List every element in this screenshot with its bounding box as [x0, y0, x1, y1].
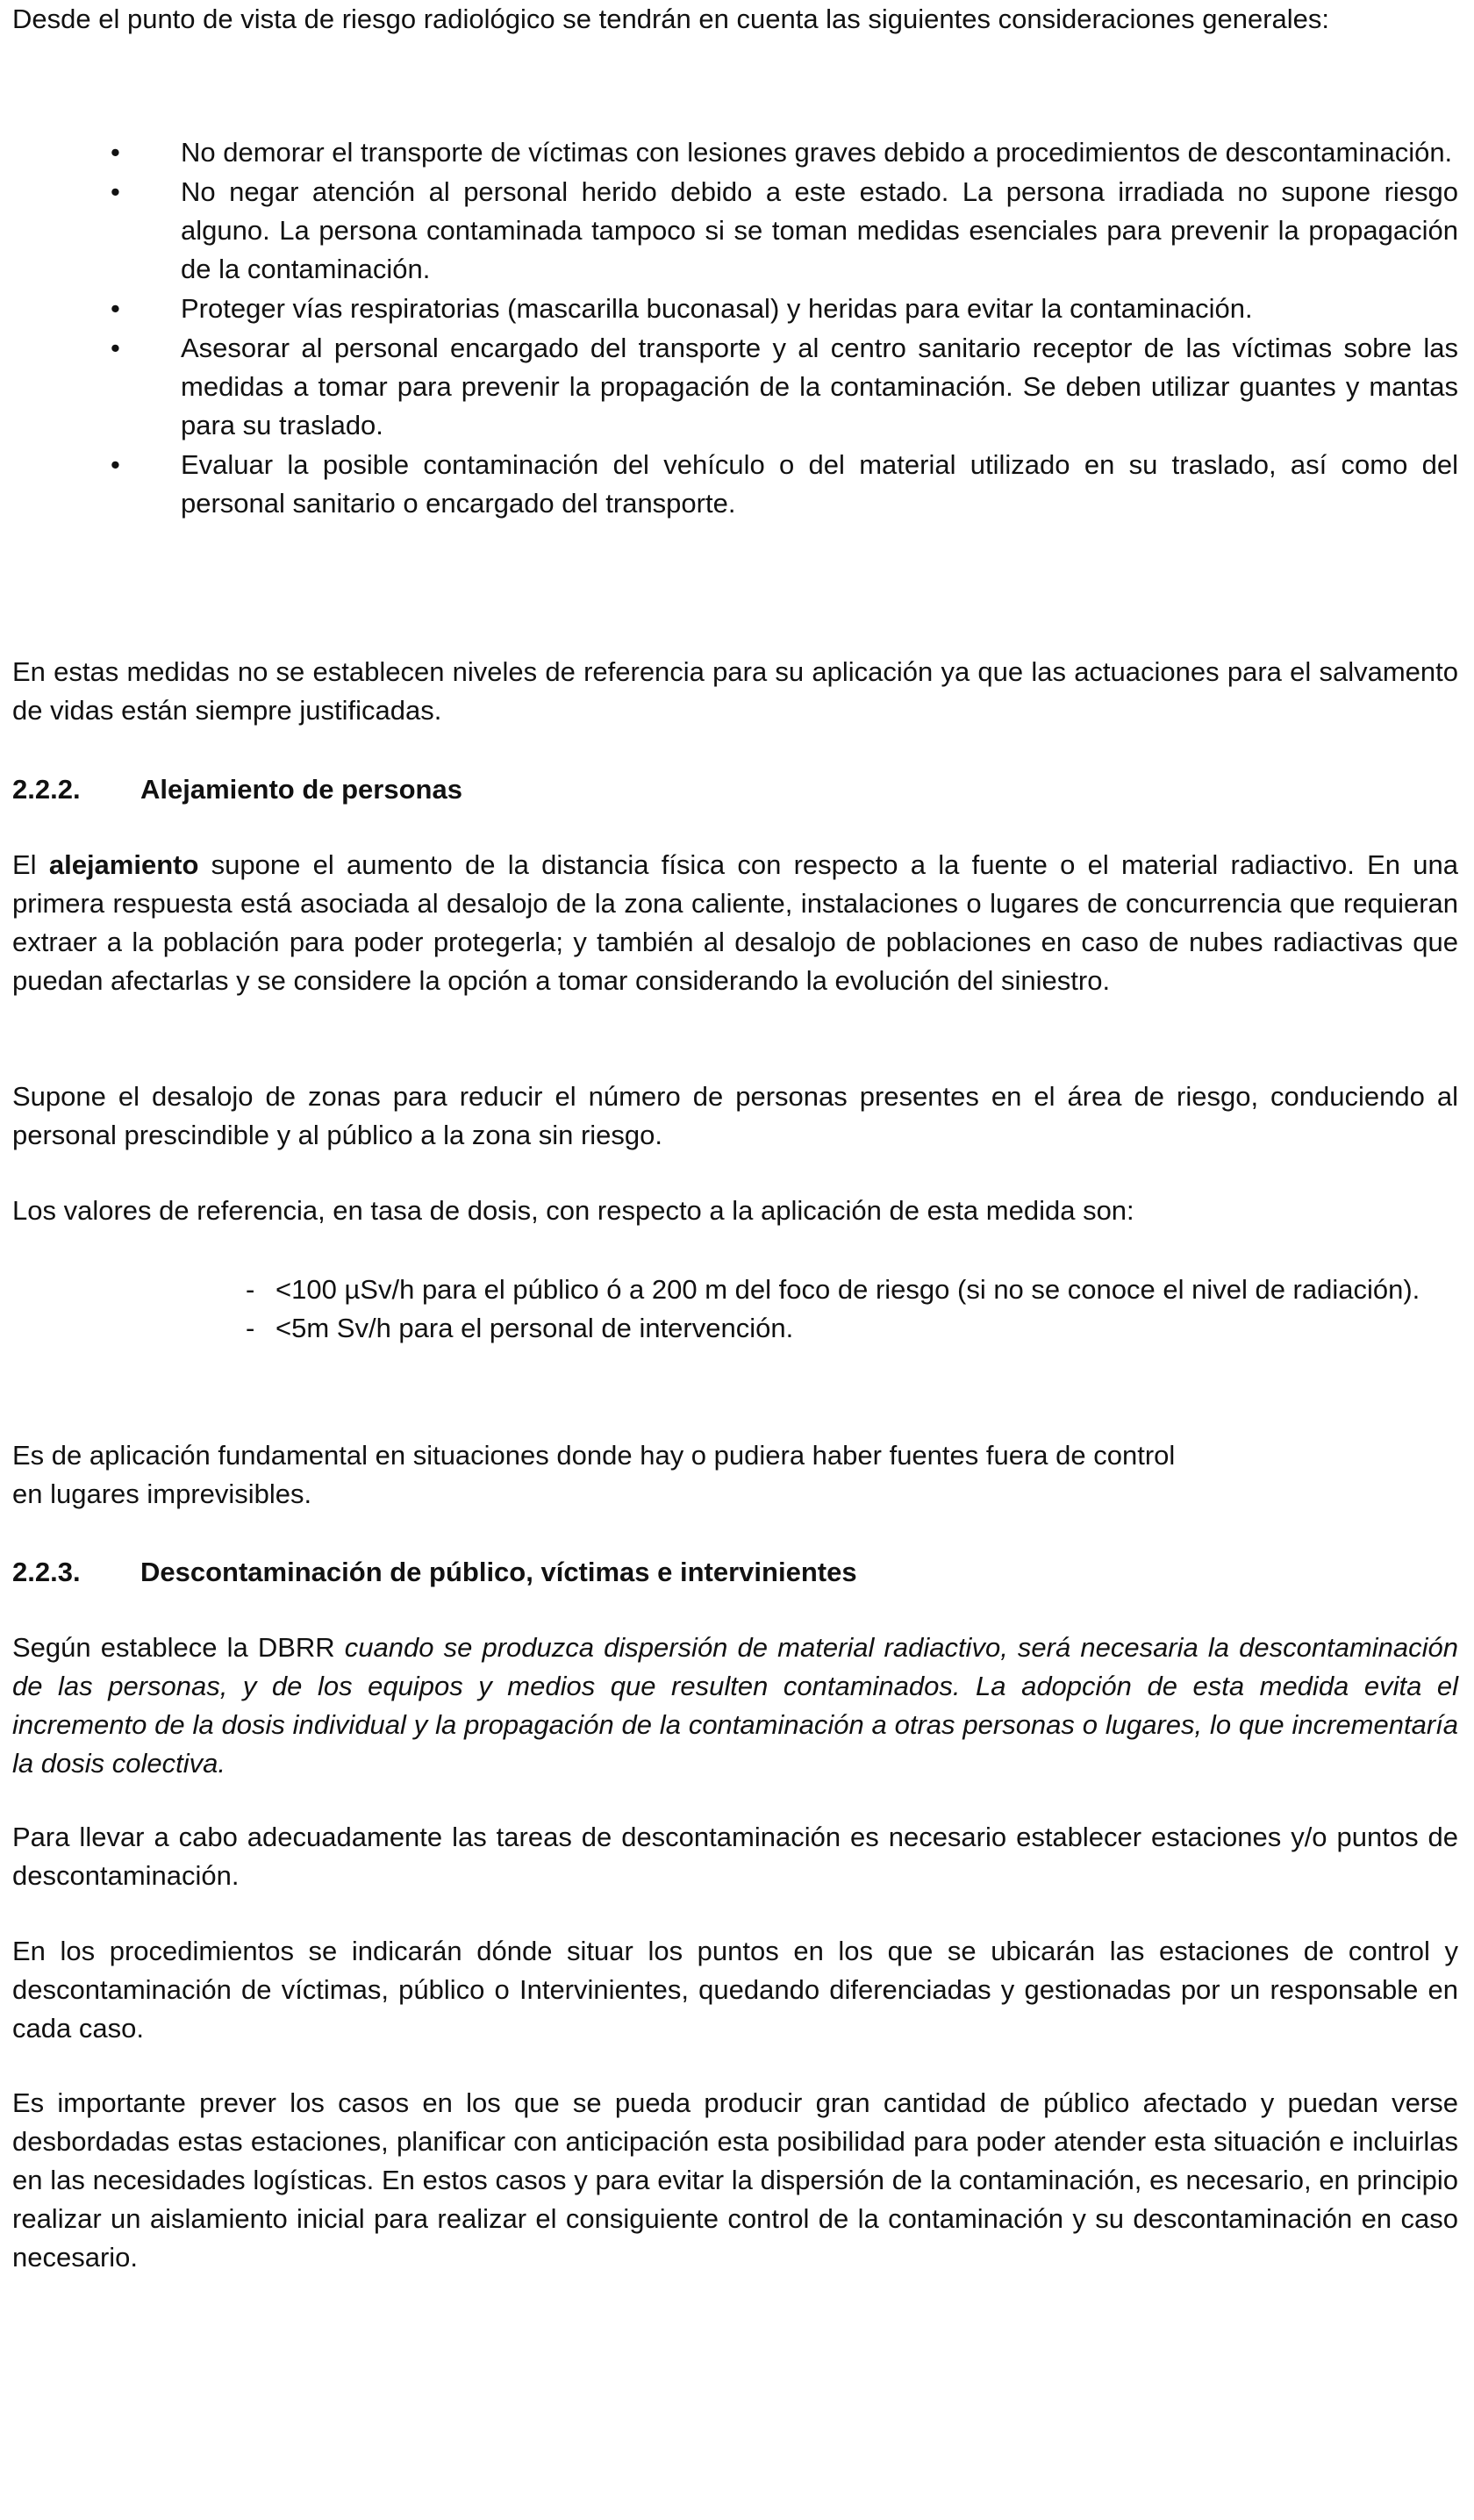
reference-values-list: [12, 1271, 1458, 1348]
valores-paragraph: Los valores de referencia, en tasa de dosis, con respecto a la aplicación de esta medida son:: [12, 1195, 1134, 1226]
bullet-icon: •: [111, 333, 120, 363]
list-item: [12, 329, 1458, 445]
section-number: 2.2.2.: [12, 774, 81, 805]
text-line: en lugares imprevisibles.: [12, 1478, 312, 1509]
text: supone el aumento de la distancia física con respecto a la fuente o el material radiactivo. En una primera respuesta está asociada al desalojo de la zona caliente, instalaciones o lugares de concurrencia que requieran extraer a la población para poder protegerla; y también al desalojo de poblaciones en caso de nubes radiactivas que puedan afectarlas y se considere la opción a tomar considerando la evolución del siniestro.: [12, 849, 1458, 996]
bold-term: alejamiento: [48, 849, 199, 880]
section-heading-2-2-2: [12, 770, 462, 809]
procedimientos-paragraph: En los procedimientos se indicarán dónde situar los puntos en los que se ubicarán las estaciones de control y descontaminación de víctimas, público o Intervinientes, quedando diferenciadas y gestionadas por un responsable en cada caso.: [12, 1936, 1458, 2044]
bullet-icon: •: [111, 137, 120, 168]
list-item-text: No demorar el transporte de víctimas con lesiones graves debido a procedimientos de descontaminación.: [181, 137, 1453, 168]
list-item: [12, 133, 1458, 172]
segun-paragraph: [12, 1629, 1458, 1783]
bullet-icon: •: [111, 449, 120, 480]
list-item-text: Proteger vías respiratorias (mascarilla buconasal) y heridas para evitar la contaminación.: [181, 293, 1253, 324]
bullet-icon: •: [111, 293, 120, 324]
section-title: Alejamiento de personas: [140, 774, 462, 805]
italic-quote: cuando se produzca dispersión de material radiactivo, será necesaria la descontaminación de las personas, y de los equipos y medios que resulten contaminados. La adopción de esta medida evita el incremento de la dosis individual y la propagación de la contaminación a otras personas o lugares, lo que incrementaría la dosis colectiva.: [12, 1632, 1459, 1779]
list-item: [12, 290, 1458, 328]
list-item: [12, 1271, 1458, 1309]
list-item-text: <5m Sv/h para el personal de intervención.: [275, 1313, 794, 1343]
aplicacion-paragraph: [12, 1436, 1458, 1514]
text-line: Es de aplicación fundamental en situaciones donde hay o pudiera haber fuentes fuera de control: [12, 1440, 1176, 1471]
alejamiento-paragraph: [12, 846, 1458, 1000]
list-item-text: Evaluar la posible contaminación del vehículo o del material utilizado en su traslado, así como del personal sanitario o encargado del transporte.: [181, 449, 1458, 519]
section-heading-2-2-3: [12, 1553, 857, 1592]
importante-paragraph: Es importante prever los casos en los que se pueda producir gran cantidad de público afectado y puedan verse desbordadas estas estaciones, planificar con anticipación esta posibilidad para poder atender esta situación e incluirlas en las necesidades logísticas. En estos casos y para evitar la dispersión de la contaminación, es necesario, en principio realizar un aislamiento inicial para realizar el consiguiente control de la contaminación y su descontaminación en caso necesario.: [12, 2087, 1458, 2273]
dash-icon: -: [246, 1313, 255, 1343]
list-item-text: Asesorar al personal encargado del transporte y al centro sanitario receptor de las víctimas sobre las medidas a tomar para prevenir la propagación de la contaminación. Se deben utilizar guantes y mantas para su traslado.: [181, 333, 1458, 440]
list-item-text: No negar atención al personal herido debido a este estado. La persona irradiada no supone riesgo alguno. La persona contaminada tampoco si se toman medidas esenciales para prevenir la propagación de la contaminación.: [181, 176, 1458, 284]
supone-paragraph: Supone el desalojo de zonas para reducir el número de personas presentes en el área de riesgo, conduciendo al personal prescindible y al público a la zona sin riesgo.: [12, 1081, 1458, 1150]
list-item: [12, 173, 1458, 289]
intro-paragraph: Desde el punto de vista de riesgo radiológico se tendrán en cuenta las siguientes consideraciones generales:: [12, 4, 1330, 34]
medidas-paragraph: En estas medidas no se establecen niveles de referencia para su aplicación ya que las actuaciones para el salvamento de vidas están siempre justificadas.: [12, 656, 1458, 726]
list-item: [12, 446, 1458, 523]
text: El: [12, 849, 49, 880]
llevar-paragraph: Para llevar a cabo adecuadamente las tareas de descontaminación es necesario establecer estaciones y/o puntos de descontaminación.: [12, 1822, 1458, 1891]
bullet-icon: •: [111, 176, 120, 207]
list-item-text: <100 µSv/h para el público ó a 200 m del foco de riesgo (si no se conoce el nivel de radiación).: [275, 1274, 1420, 1305]
dash-icon: -: [246, 1274, 255, 1305]
text: Según establece la DBRR: [12, 1632, 345, 1663]
list-item: [12, 1309, 1458, 1348]
considerations-list: [12, 133, 1458, 524]
section-title: Descontaminación de público, víctimas e intervinientes: [140, 1557, 857, 1587]
section-number: 2.2.3.: [12, 1557, 81, 1587]
